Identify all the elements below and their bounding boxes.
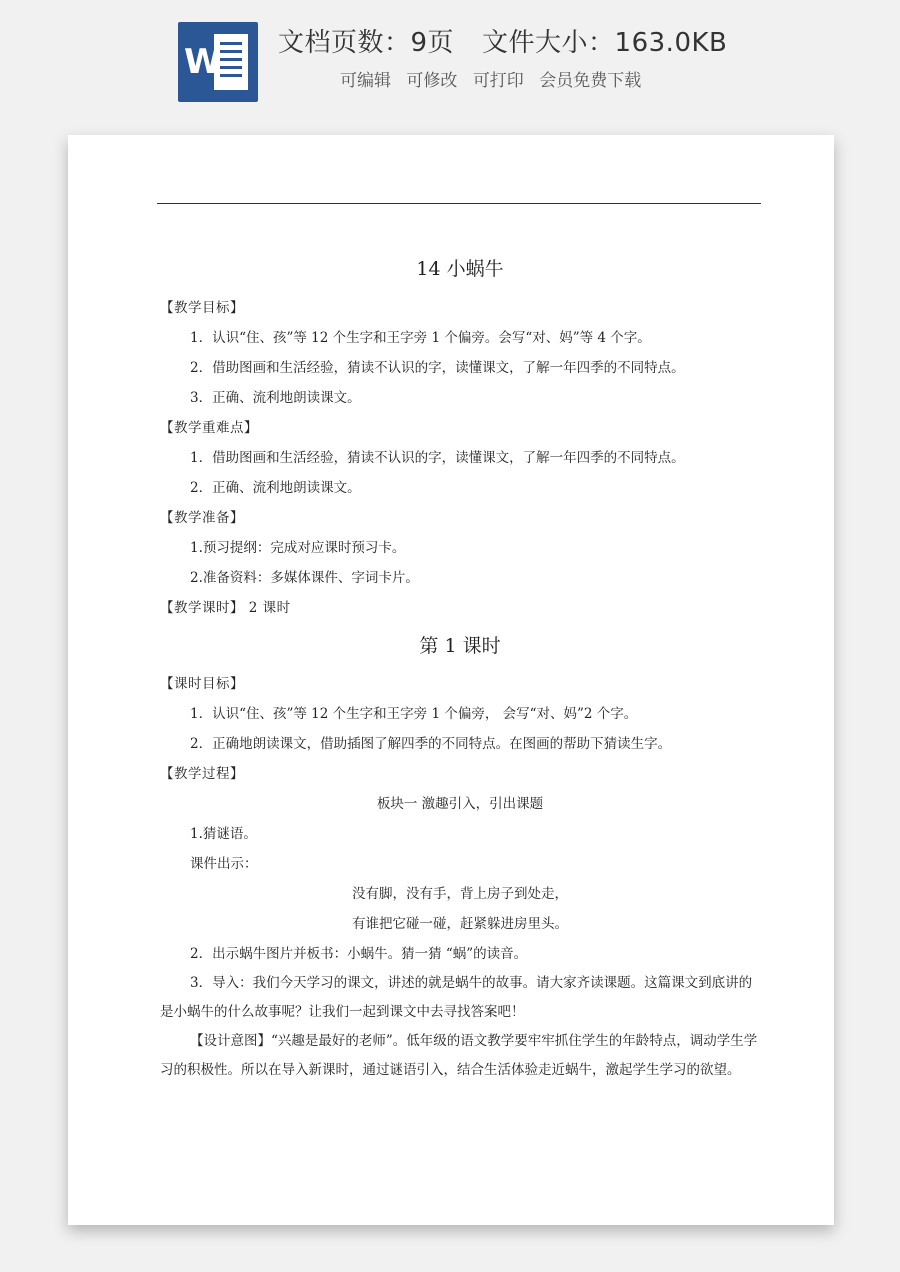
design-intent-paragraph: 【设计意图】“兴趣是最好的老师”。低年级的语文教学要牢牢抓住学生的年龄特点，调动学生学习的积极性。所以在导入新课时，通过谜语引入，结合生活体验走近蜗牛，激起学生学习的欲望。 bbox=[160, 1033, 758, 1078]
feature-member-download: 会员免费下载 bbox=[539, 71, 642, 91]
list-item: 1.预习提纲：完成对应课时预习卡。 bbox=[190, 540, 406, 556]
riddle-line: 没有脚，没有手，背上房子到处走， bbox=[352, 886, 568, 902]
document-page bbox=[68, 135, 834, 1225]
section-heading: 【课时目标】 bbox=[160, 676, 244, 692]
section-heading: 【教学课时】 2 课时 bbox=[160, 600, 291, 616]
lesson-title: 第 1 课时 bbox=[419, 635, 501, 657]
feature-modifiable: 可修改 bbox=[406, 71, 458, 91]
feature-editable: 可编辑 bbox=[340, 71, 391, 91]
list-item: 2．正确、流利地朗读课文。 bbox=[190, 480, 361, 496]
file-meta bbox=[278, 22, 727, 59]
download-banner bbox=[0, 0, 900, 130]
list-item: 2．借助图画和生活经验，猜读不认识的字，读懂课文，了解一年四季的不同特点。 bbox=[190, 360, 685, 376]
section-heading: 【教学目标】 bbox=[160, 300, 244, 316]
file-size: 文件大小：163.0KB bbox=[482, 28, 728, 58]
list-item: 1．认识“住、孩”等 12 个生字和王字旁 1 个偏旁。会写“对、妈”等 4 个字。 bbox=[190, 330, 651, 346]
list-item: 1．认识“住、孩”等 12 个生字和王字旁 1 个偏旁， 会写“对、妈”2 个字。 bbox=[190, 706, 638, 722]
courseware-label: 课件出示： bbox=[190, 856, 258, 872]
block-title: 板块一 激趣引入，引出课题 bbox=[376, 796, 544, 812]
word-document-icon: W bbox=[178, 22, 258, 102]
list-item: 1.猜谜语。 bbox=[190, 826, 257, 842]
section-heading: 【教学准备】 bbox=[160, 510, 244, 526]
section-heading: 【教学过程】 bbox=[160, 766, 244, 782]
list-item: 3．正确、流利地朗读课文。 bbox=[190, 390, 361, 406]
list-item: 2.准备资料：多媒体课件、字词卡片。 bbox=[190, 570, 419, 586]
feature-list bbox=[340, 66, 651, 91]
document-title: 14 小蜗牛 bbox=[416, 258, 504, 280]
header-rule bbox=[157, 203, 761, 204]
document-body bbox=[160, 245, 760, 1085]
list-item: 2．出示蜗牛图片并板书：小蜗牛。猜一猜 “蜗”的读音。 bbox=[190, 946, 528, 962]
feature-printable: 可打印 bbox=[472, 71, 524, 91]
section-heading: 【教学重难点】 bbox=[160, 420, 258, 436]
list-item: 2．正确地朗读课文，借助插图了解四季的不同特点。在图画的帮助下猜读生字。 bbox=[190, 736, 672, 752]
list-item: 1．借助图画和生活经验，猜读不认识的字，读懂课文，了解一年四季的不同特点。 bbox=[190, 450, 685, 466]
paragraph: 3．导入：我们今天学习的课文，讲述的就是蜗牛的故事。请大家齐读课题。这篇课文到底讲的是小蜗牛的什么故事呢？让我们一起到课文中去寻找答案吧！ bbox=[160, 975, 753, 1020]
riddle-line: 有谁把它碰一碰，赶紧躲进房里头。 bbox=[352, 916, 568, 932]
page-count: 文档页数：9页 bbox=[278, 28, 455, 58]
